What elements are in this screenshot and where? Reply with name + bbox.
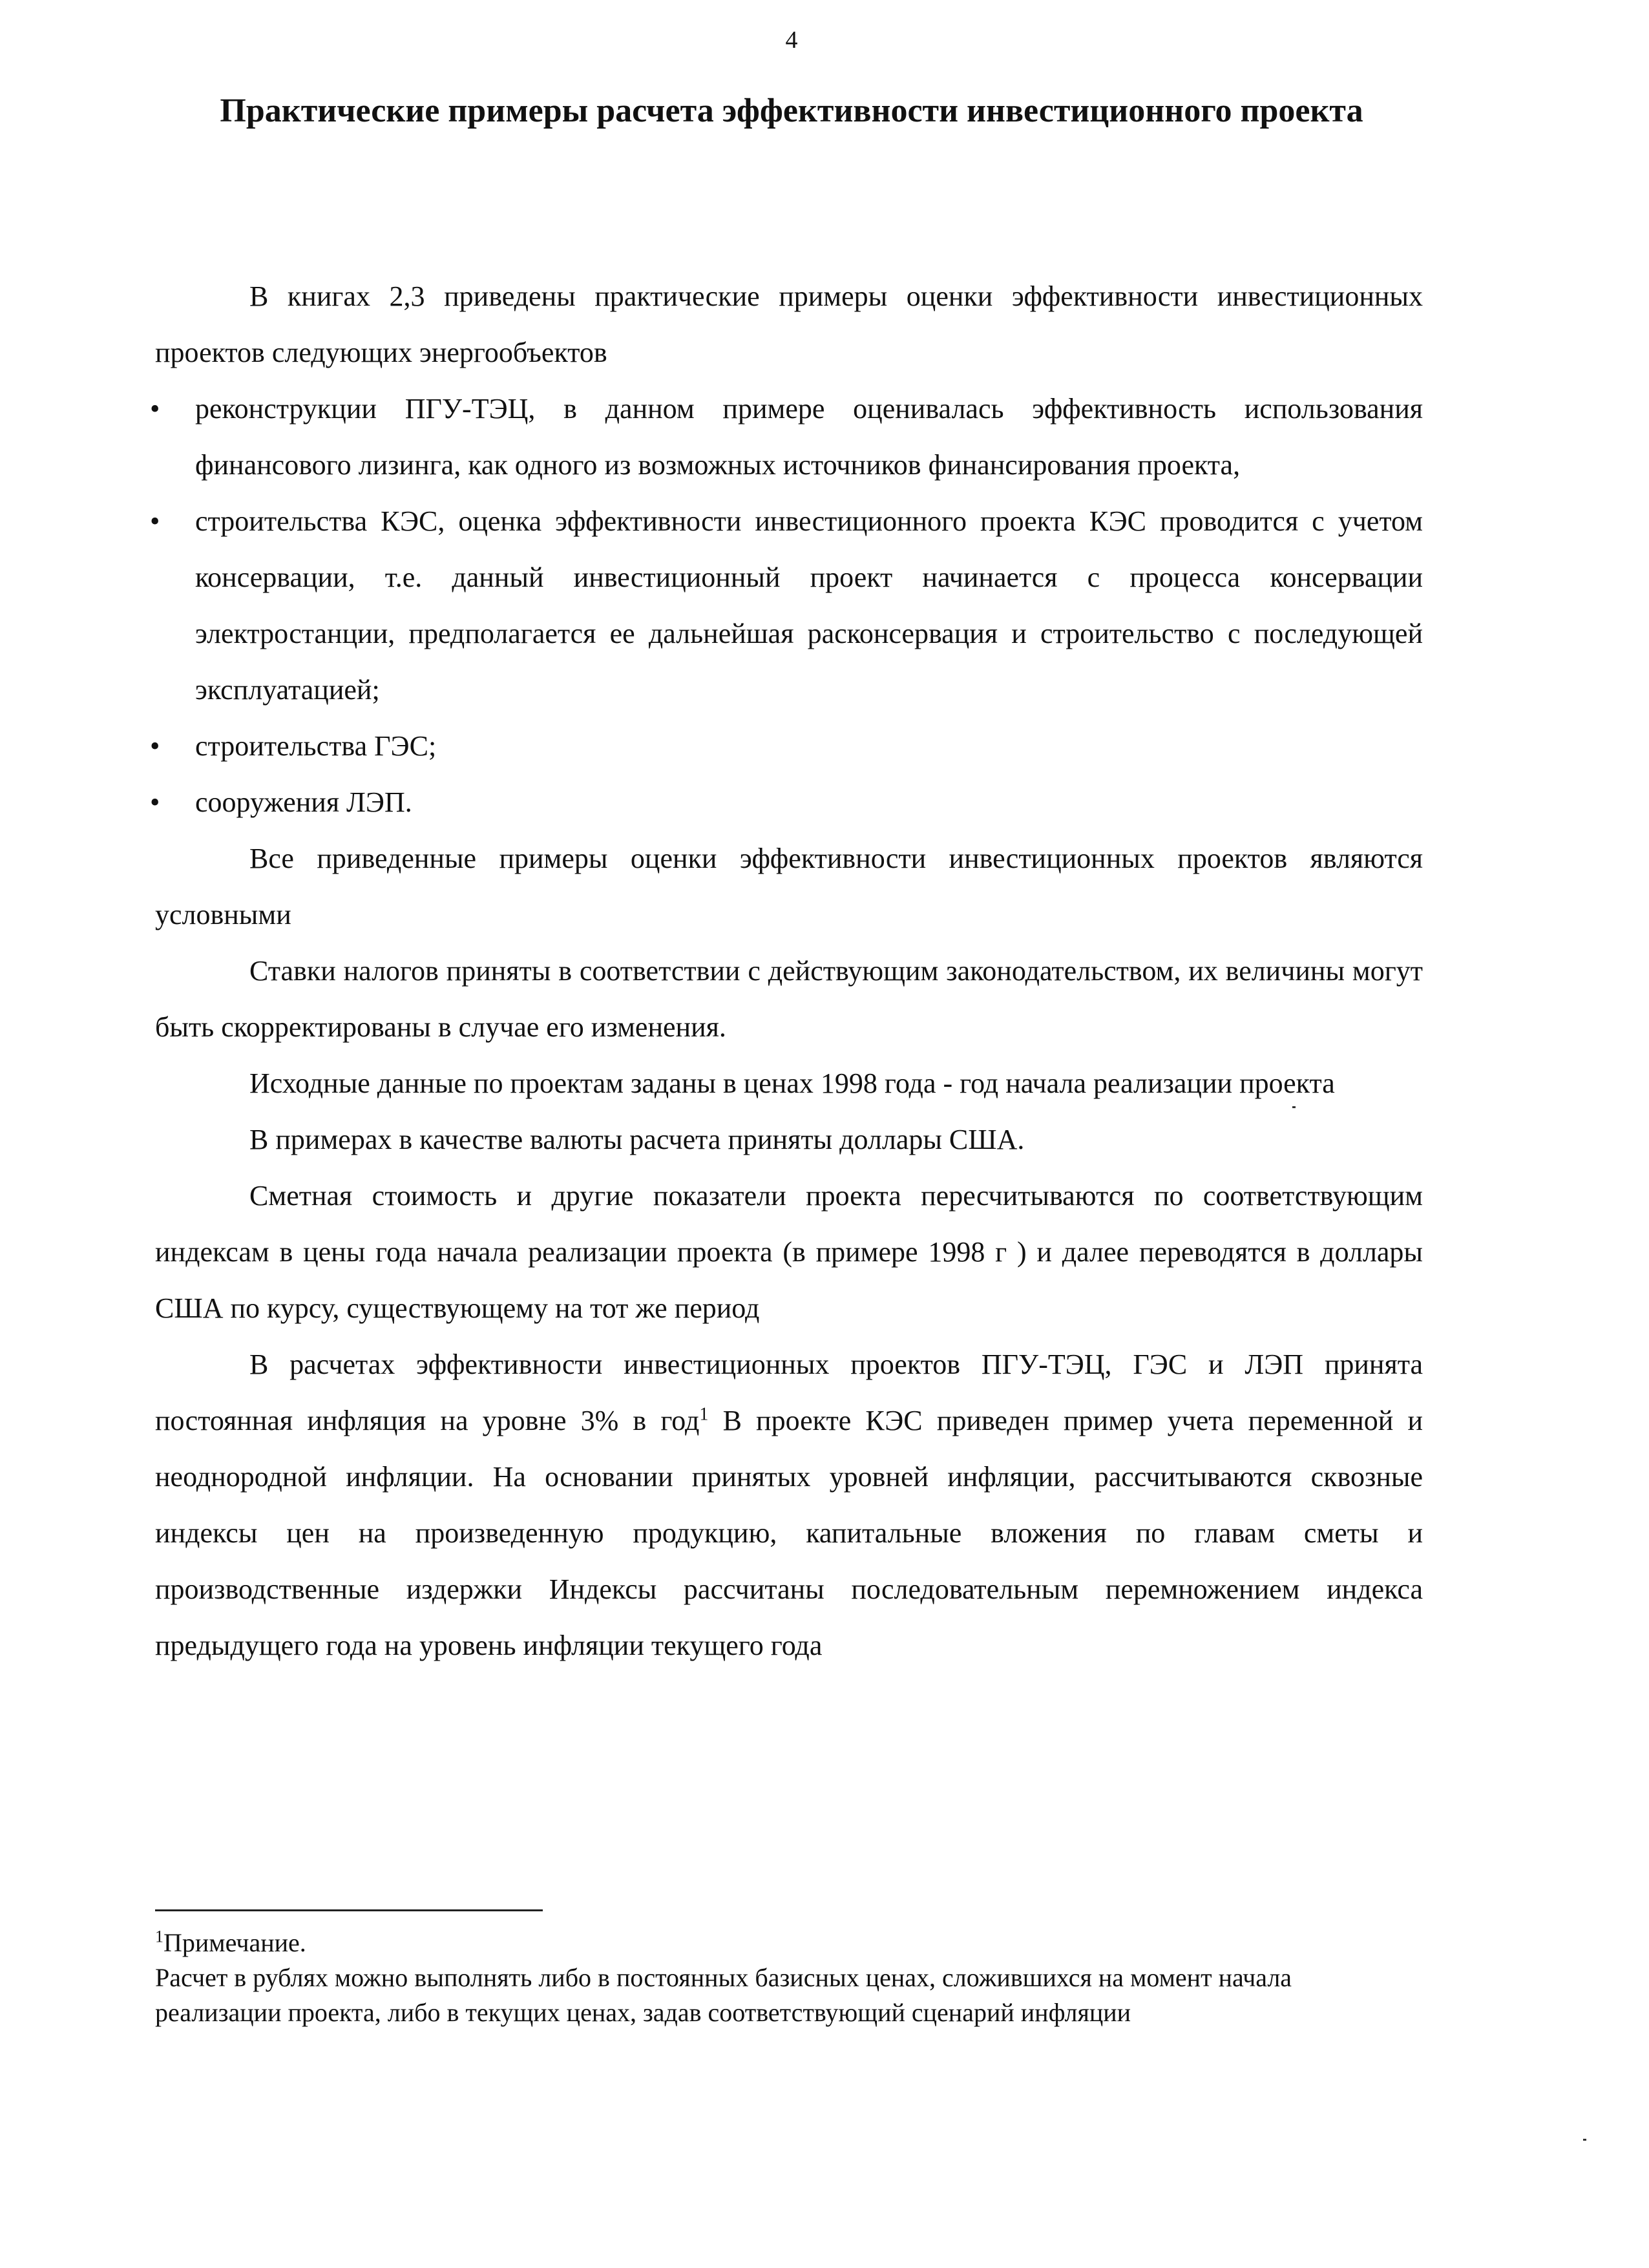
scan-speck: [1292, 1106, 1296, 1108]
bullet-item-pgu-tec: • реконструкции ПГУ-ТЭЦ, в данном примере оценивалась эффективность использования финансового лизинга, как одного из возможных источников финансирования проекта,: [155, 381, 1423, 493]
footnote-separator: [155, 1909, 543, 1911]
footnote-heading: Примечание.: [163, 1928, 306, 1957]
footnote: [155, 1926, 1383, 2030]
bullet-item-kes: • строительства КЭС, оценка эффективности инвестиционного проекта КЭС проводится с учетом консервации, т.е. данный инвестиционный проект начинается с процесса консервации электростанции, предполагается ее дальнейшая расконсервация и строительство с последующей эксплуатацией;: [155, 493, 1423, 718]
inflation-text-before: В расчетах эффективности инвестиционных проектов ПГУ-ТЭЦ, ГЭС и ЛЭП принята постоянная инфляция на уровне 3% в год: [155, 1349, 1423, 1436]
footnote-heading-line: [155, 1926, 1383, 1960]
bullet-item-ges: • строительства ГЭС;: [155, 718, 1423, 774]
paragraph-inflation: [155, 1336, 1423, 1674]
page-title: Практические примеры расчета эффективности инвестиционного проекта: [220, 92, 1363, 129]
bullet-item-lep: • сооружения ЛЭП.: [155, 774, 1423, 830]
paragraph-tax-rates: Ставки налогов приняты в соответствии с действующим законодательством, их величины могут быть скорректированы в случае его изменения.: [155, 955, 1423, 1043]
paragraph-conditional-examples: Все приведенные примеры оценки эффективности инвестиционных проектов являются условными: [155, 843, 1423, 930]
bullet-list: [155, 381, 1423, 830]
paragraph-currency: В примерах в качестве валюты расчета приняты доллары США.: [249, 1124, 1025, 1155]
footnote-marker: 1: [155, 1927, 163, 1946]
intro-paragraph: В книгах 2,3 приведены практические примеры оценки эффективности инвестиционных проектов следующих энергообъектов: [155, 280, 1423, 368]
footnote-text: Расчет в рублях можно выполнять либо в постоянных базисных ценах, сложившихся на момент начала реализации проекта, либо в текущих ценах, задав соответствующий сценарий инфляции: [155, 1963, 1292, 2027]
footnote-reference: 1: [699, 1404, 709, 1425]
body-text: [155, 268, 1423, 1674]
paragraph-initial-data: Исходные данные по проектам заданы в ценах 1998 года - год начала реализации проекта: [249, 1067, 1335, 1099]
paragraph-estimate-cost: Сметная стоимость и другие показатели проекта пересчитываются по соответствующим индексам в цены года начала реализации проекта (в примере 1998 г ) и далее переводятся в доллары США по курсу, существующему на тот же период: [155, 1180, 1423, 1324]
page-number: 4: [785, 26, 798, 54]
scan-speck: [1583, 2139, 1586, 2141]
inflation-text-after: В проекте КЭС приведен пример учета переменной и неоднородной инфляции. На основании принятых уровней инфляции, рассчитываются сквозные индексы цен на произведенную продукцию, капитальные вложения по главам сметы и производственные издержки Индексы рассчитаны последовательным перемножением индекса предыдущего года на уровень инфляции текущего года: [155, 1405, 1423, 1661]
